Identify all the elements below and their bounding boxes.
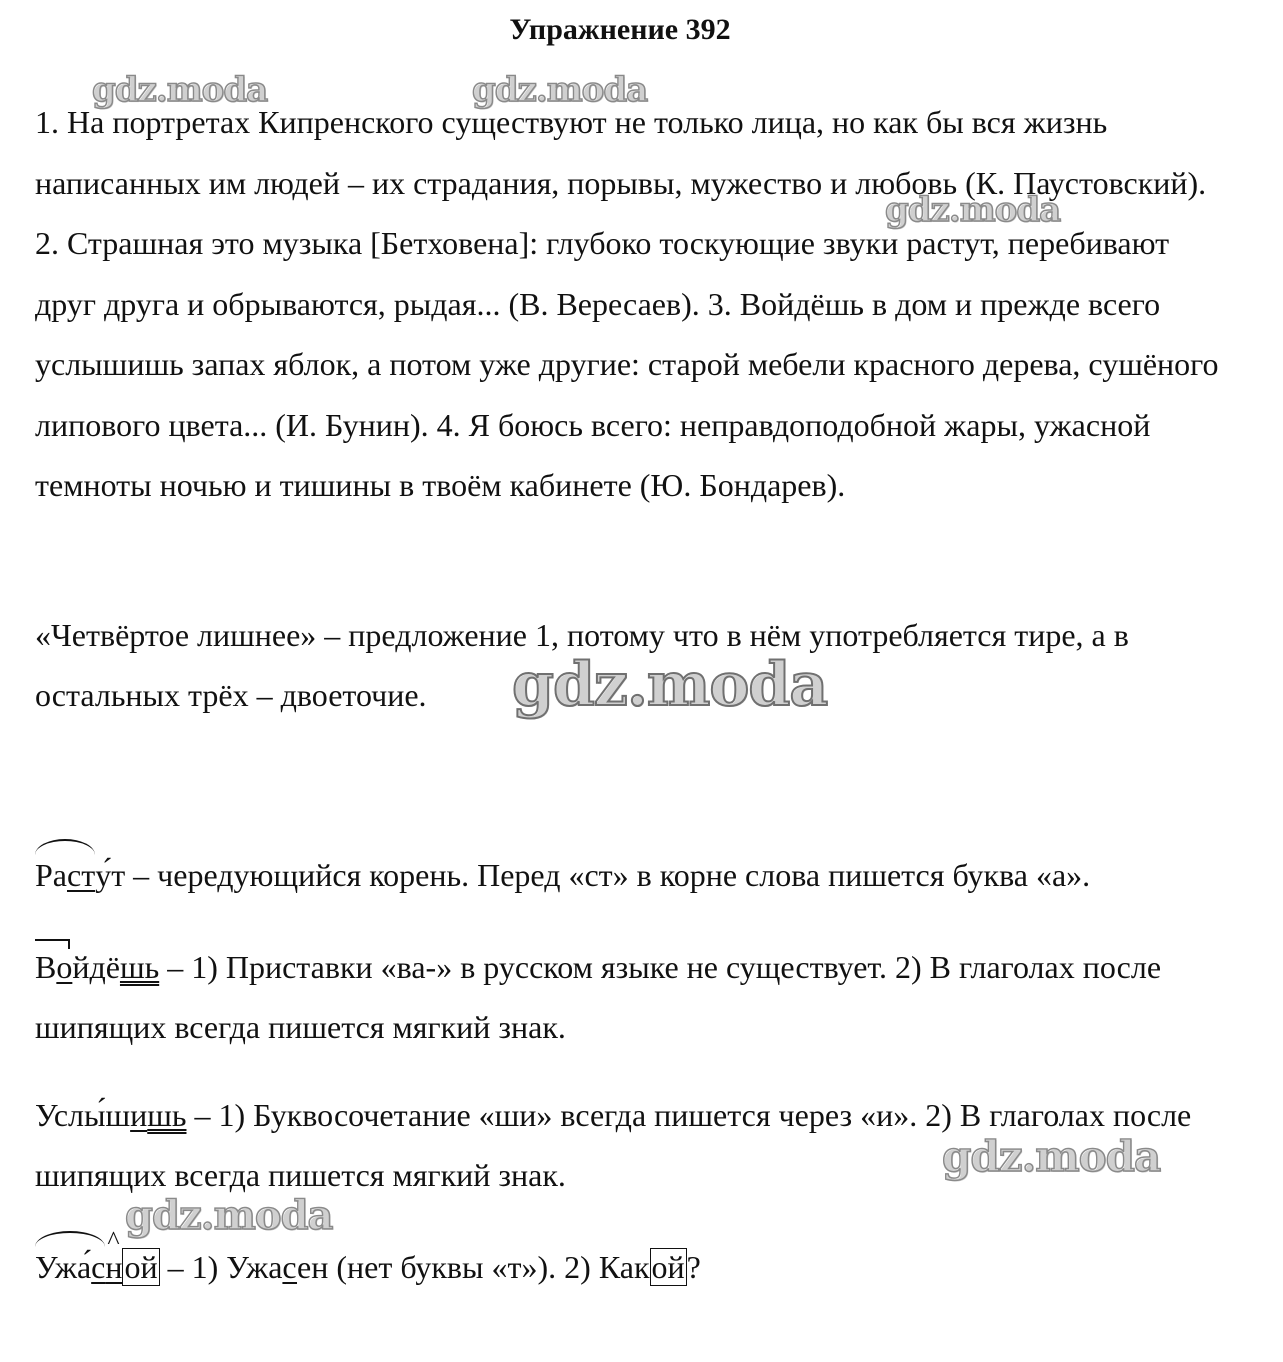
analysis-rastut: Расту́т – чередующийся корень. Перед «ст» в корне слова пишется буква «а». xyxy=(35,845,1225,905)
prefix-mark: Во xyxy=(35,937,72,997)
suffix-mark: ^ н xyxy=(105,1237,122,1297)
watermark: gdz.moda xyxy=(512,650,828,720)
watermark: gdz.moda xyxy=(125,1192,333,1239)
watermark: gdz.moda xyxy=(885,190,1061,230)
ending-box: ой xyxy=(651,1249,685,1285)
answer-text: «Четвёртое лишнее» – предложение 1, потому что в нём употребляется тире, а в остальных трёх – двоеточие. xyxy=(35,617,1129,713)
watermark: gdz.moda xyxy=(92,70,268,110)
exercise-title: Упражнение 392 xyxy=(509,13,731,46)
ending-box: ой xyxy=(124,1249,158,1285)
analysis-uslyshish: Услы́шишь – 1) Буквосочетание «ши» всегда пишется через «и». 2) В глаголах после шипящих всегда пишется мягкий знак. xyxy=(35,1097,1192,1193)
root-mark: Раст xyxy=(35,845,95,905)
analysis-uzhasnoy: Ужа́с^ ной – 1) Ужасен (нет буквы «т»). 2) Какой? xyxy=(35,1237,1225,1297)
watermark: gdz.moda xyxy=(942,1132,1161,1181)
watermark: gdz.moda xyxy=(472,70,648,110)
analysis-voydesh: Войдёшь – 1) Приставки «ва-» в русском языке не существует. 2) В глаголах после шипящих всегда пишется мягкий знак. xyxy=(35,937,1225,1057)
exercise-text: 1. На портретах Кипренского существуют не только лица, но как бы вся жизнь написанных им людей – их страдания, порывы, мужество и любовь (К. Паустовский). 2. Страшная это музыка [Бетховена]: глубоко тоскующие звуки растут, перебивают друг друга и обрываются, рыдая... (В. Вересаев). 3. Войдёшь в дом и прежде всего услышишь запах яблок, а потом уже другие: старой мебели красного дерева, сушёного липового цвета... (И. Бунин). 4. Я боюсь всего: неправдоподобной жары, ужасной темноты ночью и тишины в твоём кабинете (Ю. Бондарев). xyxy=(35,104,1219,503)
root-mark: Ужа́с xyxy=(35,1237,105,1297)
